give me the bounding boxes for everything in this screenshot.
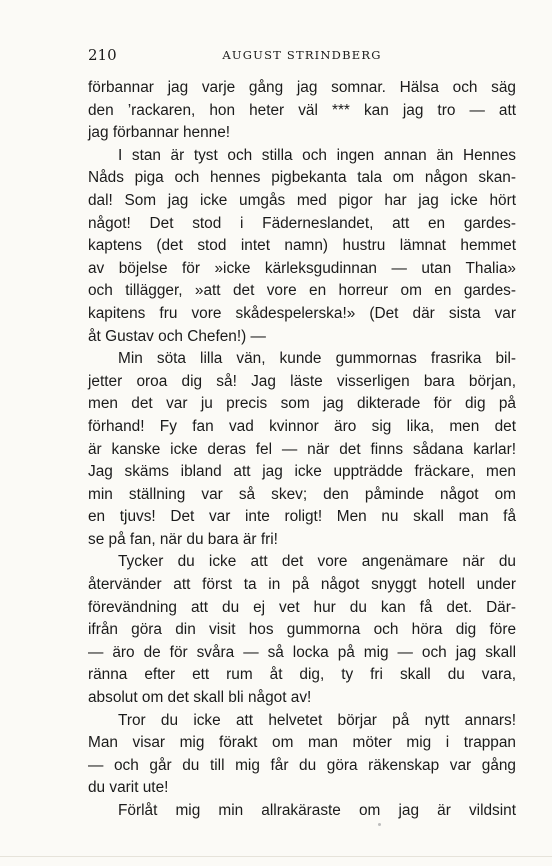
text-line: I stan är tyst och stilla och ingen annan än Hennes bbox=[118, 146, 516, 164]
text-line: min ställning var så skev; den påminde något om bbox=[88, 485, 516, 503]
text-line: ränna efter ett rum åt dig, ty fri skall du vara, bbox=[88, 666, 516, 684]
page-number: 210 bbox=[88, 46, 117, 64]
text-line: jag förbannar henne! bbox=[88, 124, 231, 142]
text-line: se på fan, när du bara är fri! bbox=[88, 530, 278, 548]
text-line: du varit ute! bbox=[88, 779, 169, 797]
text-line: åt Gustav och Chefen!) — bbox=[88, 327, 266, 345]
page-edge bbox=[0, 856, 552, 857]
text-line: förevändning att du ej vet hur du kan få det. Där- bbox=[88, 598, 516, 616]
body-text bbox=[88, 77, 516, 823]
running-head bbox=[88, 46, 516, 68]
text-line: Tror du icke att helvetet börjar på nytt annars! bbox=[118, 711, 516, 729]
running-title: AUGUST STRINDBERG bbox=[222, 48, 382, 62]
text-line: av böjelse för »icke kärleksgudinnan — utan Thalia» bbox=[88, 259, 516, 277]
text-line: en tjuvs! Det var inte roligt! Men nu skall man få bbox=[88, 508, 516, 526]
text-line: dal! Som jag icke umgås med pigor har jag icke hört bbox=[88, 191, 516, 209]
text-line: återvänder att först ta in på något snyggt hotell under bbox=[88, 576, 516, 594]
text-line: Min söta lilla vän, kunde gummornas frasrika bil- bbox=[118, 350, 516, 368]
text-line: Jag skäms ibland att jag icke uppträdde fräckare, men bbox=[88, 463, 516, 481]
text-line: Förlåt mig min allrakäraste om jag är vildsint bbox=[118, 802, 516, 819]
text-line: kapitens fru vore skådespelerska!» (Det där sista var bbox=[88, 304, 516, 322]
text-line: ifrån göra din visit hos gummorna och höra dig före bbox=[88, 621, 516, 639]
text-line: förhand! Fy fan vad kvinnor äro sig lika, men det bbox=[88, 417, 516, 435]
text-line: förbannar jag varje gång jag somnar. Hälsa och säg bbox=[88, 79, 516, 96]
text-line: något! Det stod i Fäderneslandet, att en gardes- bbox=[88, 214, 516, 232]
text-line: Nåds piga och hennes pigbekanta tala om någon skan- bbox=[88, 169, 516, 187]
text-line: kaptens (det stod intet namn) hustru lämnat hemmet bbox=[88, 237, 516, 255]
text-line: den ’rackaren, hon heter väl *** kan jag tro — att bbox=[88, 101, 516, 119]
text-line: — äro de för svåra — så locka på mig — och jag skall bbox=[88, 643, 516, 661]
text-line: absolut om det skall bli något av! bbox=[88, 689, 312, 707]
text-line: är kanske icke deras fel — när det finns sådana karlar! bbox=[88, 440, 516, 458]
text-line: jetter oroa dig så! Jag läste visserligen bara början, bbox=[88, 372, 516, 390]
text-line: och tillägger, »att det vore en horreur om en gardes- bbox=[88, 282, 516, 300]
text-line: Tycker du icke att det vore angenämare när du bbox=[118, 553, 516, 571]
text-line: men det var ju precis som jag dikterade för dig på bbox=[88, 395, 516, 413]
print-speck bbox=[378, 823, 381, 826]
text-line: Man visar mig förakt om man möter mig i trappan bbox=[88, 734, 516, 752]
text-line: — och går du till mig får du göra räkenskap var gång bbox=[88, 756, 516, 774]
